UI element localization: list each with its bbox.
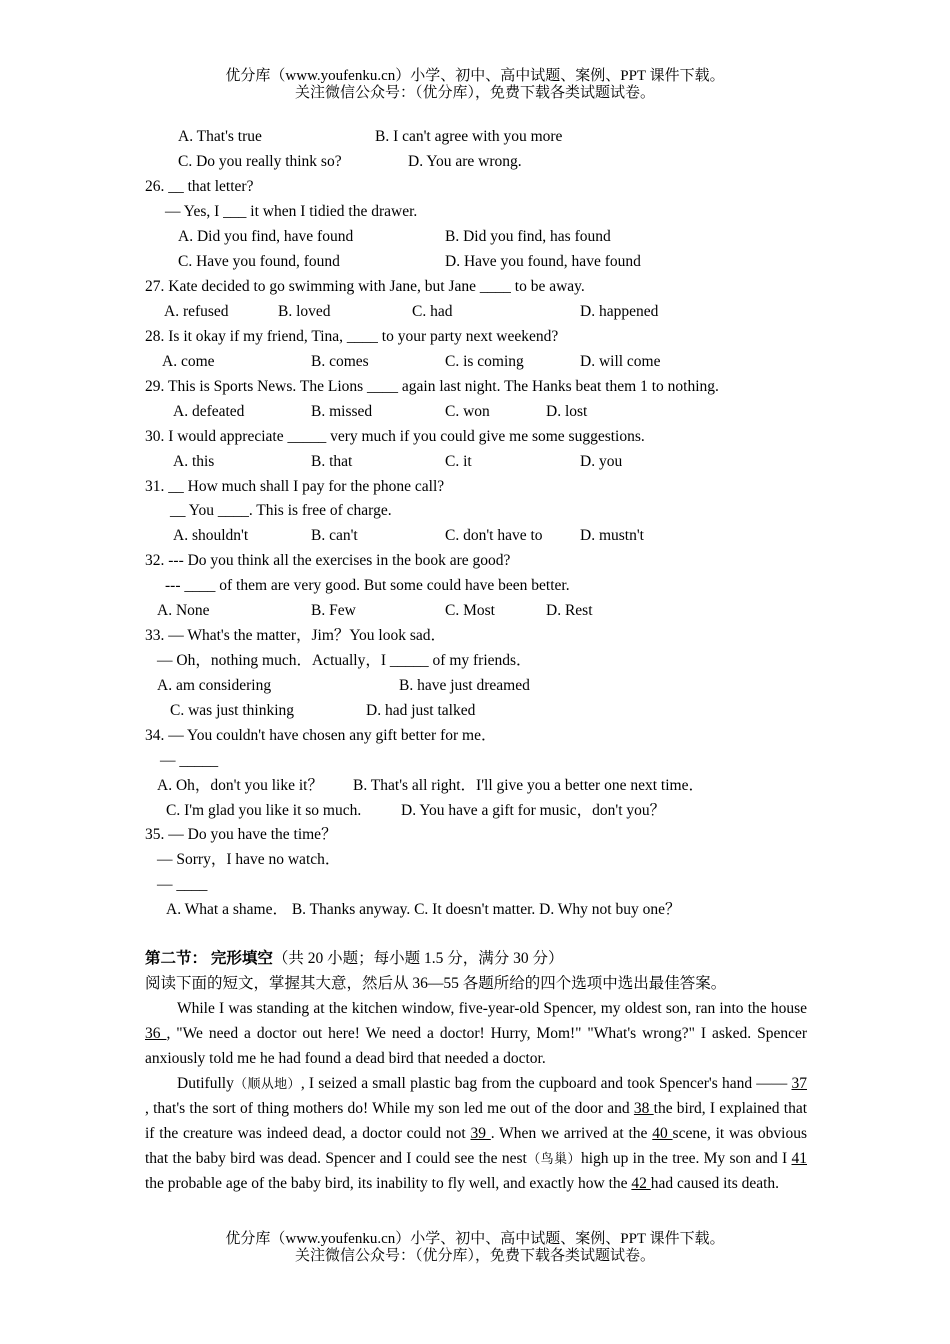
q25-option-c: C. Do you really think so?	[178, 153, 342, 170]
q33-option-d: D. had just talked	[366, 702, 476, 719]
q25-option-b: B. I can't agree with you more	[375, 128, 563, 145]
q33-option-a: A. am considering	[157, 677, 272, 694]
page-header	[0, 68, 950, 102]
q28-option-d: D. will come	[580, 353, 661, 370]
q28-stem: 28. Is it okay if my friend, Tina, ____ to your party next weekend?	[145, 328, 559, 345]
q31-stem: 31. __ How much shall I pay for the phone call?	[145, 478, 445, 495]
q29-option-a: A. defeated	[173, 403, 245, 420]
q30-option-c: C. it	[445, 453, 472, 470]
q29-option-d: D. lost	[546, 403, 588, 420]
q26-reply: — Yes, I ___ it when I tidied the drawer.	[165, 203, 418, 220]
q30-stem: 30. I would appreciate _____ very much if you could give me some suggestions.	[145, 428, 645, 445]
passage-text: had caused its death.	[650, 1175, 780, 1192]
q32-option-a: A. None	[157, 602, 210, 619]
header-line-2: 关注微信公众号：（优分库），免费下载各类试题试卷。	[294, 85, 655, 101]
q26-stem: 26. __ that letter?	[145, 178, 254, 195]
q35-reply-2: — ____	[157, 876, 208, 893]
q25-option-a: A. That's true	[178, 128, 262, 145]
q35-options: A. What a shame． B. Thanks anyway. C. It doesn't matter. D. Why not buy one？	[166, 901, 681, 918]
blank-42: 42	[631, 1175, 651, 1192]
passage-paragraph-1	[145, 996, 807, 1071]
passage-text: , "We need a doctor out here! We need a doctor! Hurry, Mom!" "What's wrong?" I asked. Spencer anxiously told me he had found a dead bird that needed a doctor.	[145, 1025, 807, 1067]
q31-option-b: B. can't	[311, 527, 358, 544]
passage-text: the bird, I explained that if the creature was indeed dead, a doctor could not	[145, 1100, 807, 1142]
q31-option-c: C. don't have to	[445, 527, 543, 544]
q33-stem: 33. — What's the matter，Jim？You look sad．	[145, 627, 447, 644]
gloss-note: （顺从地）	[233, 1076, 301, 1091]
q35-reply-1: — Sorry，I have no watch．	[157, 851, 341, 868]
footer-line-1: 优分库（www.youfenku.cn）小学、初中、高中试题、案例、PPT 课件下载。	[225, 1231, 725, 1247]
q26-option-b: B. Did you find, has found	[445, 228, 611, 245]
passage-text: , that's the sort of thing mothers do! While my son led me out of the door and	[145, 1100, 634, 1117]
q25-option-d: D. You are wrong.	[408, 153, 522, 170]
q29-stem: 29. This is Sports News. The Lions ____ again last night. The Hanks beat them 1 to nothing.	[145, 378, 719, 395]
blank-38: 38	[633, 1100, 654, 1117]
q28-option-b: B. comes	[311, 353, 369, 370]
q31-reply: __ You ____. This is free of charge.	[170, 502, 392, 519]
passage-text: While I was standing at the kitchen window, five-year-old Spencer, my oldest son, ran into the house	[177, 1000, 807, 1017]
q26-option-c: C. Have you found, found	[178, 253, 340, 270]
q27-option-d: D. happened	[580, 303, 659, 320]
q34-stem: 34. — You couldn't have chosen any gift better for me．	[145, 727, 497, 744]
passage-text: Dutifully	[177, 1075, 234, 1092]
section-2-instruction: 阅读下面的短文，掌握其大意，然后从 36—55 各题所给的四个选项中选出最佳答案。	[145, 975, 727, 992]
q30-option-a: A. this	[173, 453, 215, 470]
passage-text: . When we arrived at the	[490, 1125, 653, 1142]
q35-stem: 35. — Do you have the time？	[145, 826, 337, 843]
q26-option-a: A. Did you find, have found	[178, 228, 354, 245]
q27-stem: 27. Kate decided to go swimming with Jane, but Jane ____ to be away.	[145, 278, 585, 295]
q28-option-a: A. come	[162, 353, 215, 370]
q32-option-c: C. Most	[445, 602, 495, 619]
passage-text: high up in the tree. My son and I	[580, 1150, 792, 1167]
q28-option-c: C. is coming	[445, 353, 524, 370]
blank-41: 41	[791, 1150, 807, 1167]
q27-option-b: B. loved	[278, 303, 331, 320]
q27-option-c: C. had	[412, 303, 453, 320]
passage-paragraph-2	[145, 1071, 807, 1196]
q32-stem: 32. --- Do you think all the exercises in the book are good?	[145, 552, 511, 569]
q30-option-d: D. you	[580, 453, 623, 470]
section-2-heading	[145, 949, 564, 969]
blank-39: 39	[470, 1125, 491, 1142]
q29-option-c: C. won	[445, 403, 490, 420]
q32-option-d: D. Rest	[546, 602, 593, 619]
q31-option-a: A. shouldn't	[173, 527, 249, 544]
q27-option-a: A. refused	[164, 303, 229, 320]
q33-option-c: C. was just thinking	[170, 702, 295, 719]
header-line-1: 优分库（www.youfenku.cn）小学、初中、高中试题、案例、PPT 课件下载。	[225, 68, 725, 84]
q33-reply: — Oh，nothing much．Actually，I _____ of my friends．	[157, 652, 532, 669]
page-footer	[0, 1231, 950, 1265]
passage-text: , I seized a small plastic bag from the cupboard and took Spencer's hand ——	[300, 1075, 792, 1092]
q34-option-b: B. That's all right．I'll give you a better one next time．	[353, 777, 704, 794]
q26-option-d: D. Have you found, have found	[445, 253, 641, 270]
q32-reply: --- ____ of them are very good. But some could have been better.	[165, 577, 570, 594]
q29-option-b: B. missed	[311, 403, 373, 420]
passage-text: scene, it was obvious that the baby bird was dead. Spencer and I could see the nest	[145, 1125, 808, 1167]
q32-option-b: B. Few	[311, 602, 356, 619]
q34-option-c: C. I'm glad you like it so much.	[166, 802, 362, 819]
passage-text: the probable age of the baby bird, its inability to fly well, and exactly how the	[145, 1175, 632, 1192]
section-2-meta: （共 20 小题；每小题 1.5 分，满分 30 分）	[272, 950, 564, 967]
q31-option-d: D. mustn't	[580, 527, 644, 544]
blank-36: 36	[145, 1025, 167, 1042]
q34-reply: — _____	[160, 752, 219, 769]
blank-37: 37	[791, 1075, 807, 1092]
q34-option-a: A. Oh，don't you like it？	[157, 777, 323, 794]
footer-line-2: 关注微信公众号：（优分库），免费下载各类试题试卷。	[294, 1248, 655, 1264]
section-2-title: 第二节： 完形填空	[145, 950, 273, 967]
q30-option-b: B. that	[311, 453, 353, 470]
q33-option-b: B. have just dreamed	[399, 677, 530, 694]
gloss-note: （鸟巢）	[526, 1151, 581, 1166]
blank-40: 40	[652, 1125, 673, 1142]
q34-option-d: D. You have a gift for music，don't you？	[401, 802, 666, 819]
